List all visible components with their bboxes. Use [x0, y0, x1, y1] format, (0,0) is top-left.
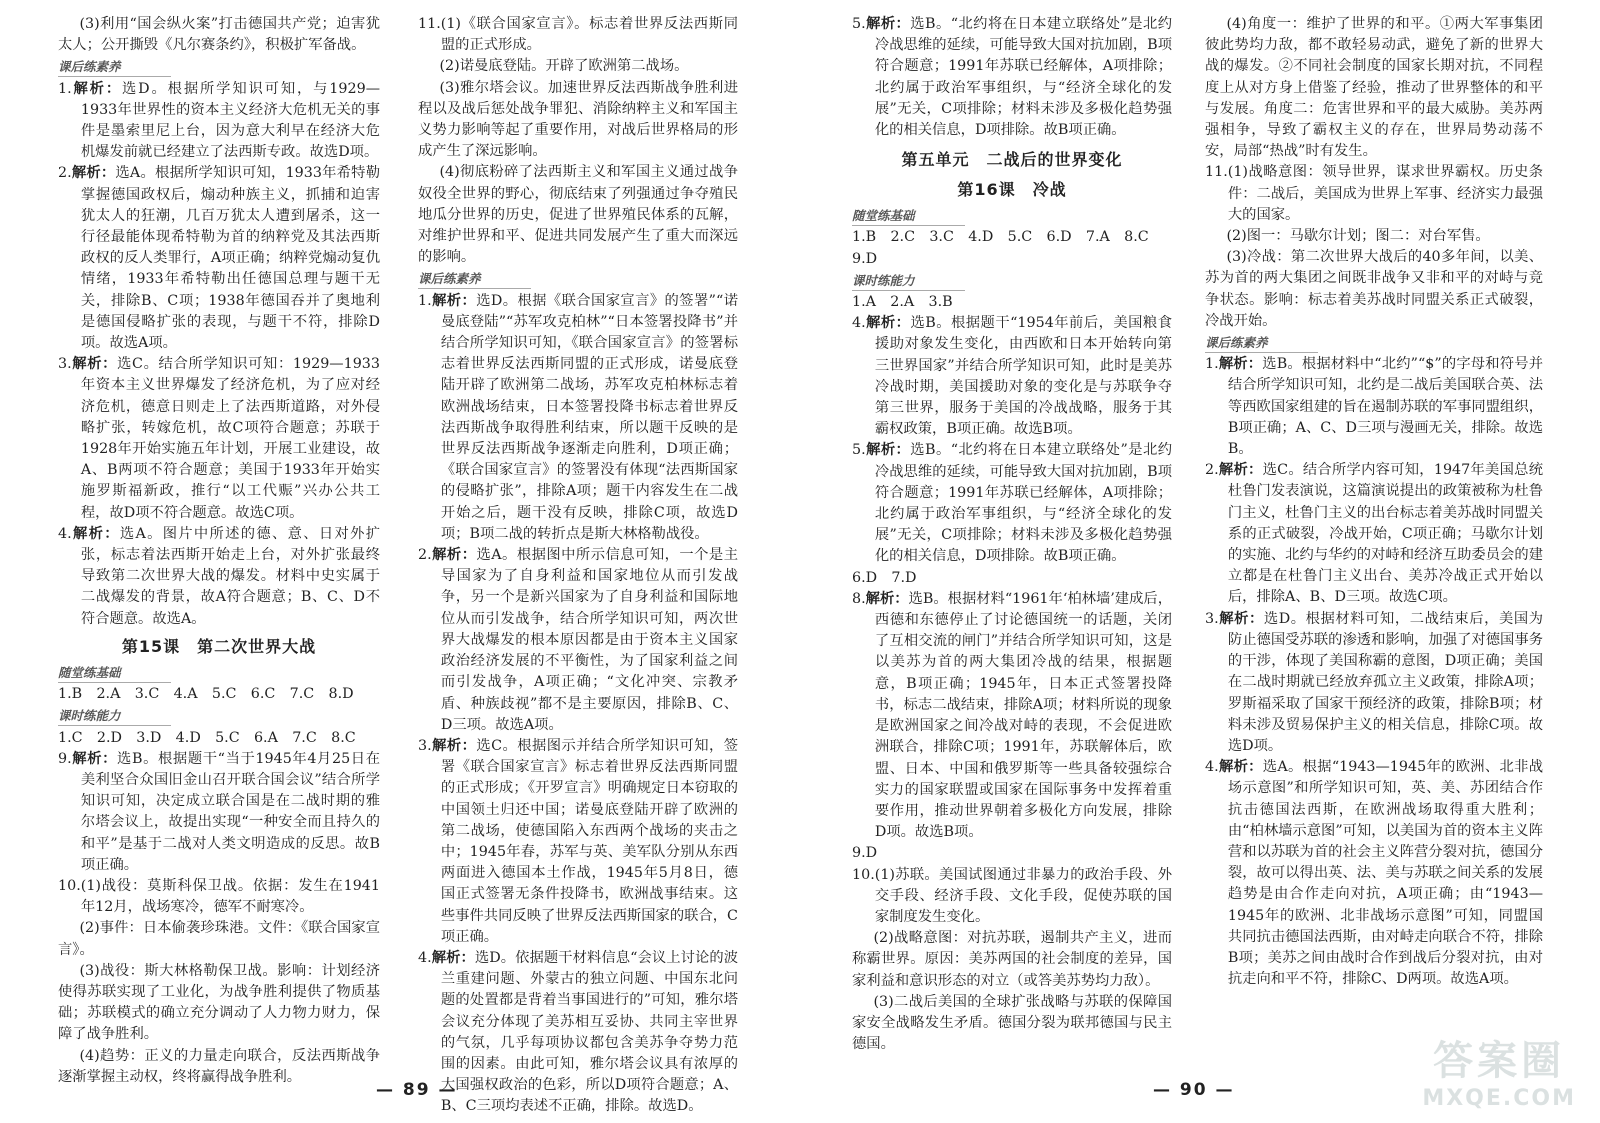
- column-2: [418, 14, 738, 1118]
- answer-item: 10.(1)战役：莫斯科保卫战。依据：发生在1941年12月，战场寒冷，德军不耐寒冷。: [58, 877, 380, 916]
- answer-item: 1.解析：选D。根据《联合国家宣言》的签署”“诺曼底登陆”“苏军攻克柏林”“日本签署投降书”并结合所学知识可知，《联合国家宣言》的签署标志着世界反法西斯同盟的正式形成，诺曼底登陆开辟了欧洲第二战场，苏军攻克柏林标志着欧洲战场结束，日本签署投降书标志着世界反法西斯战争取得胜利结束，所以题干反映的是世界反法西斯战争逐渐走向胜利，D项正确；《联合国家宣言》的签署没有体现“法西斯国家的侵略扩张”，排除A项；题干内容发生在二战开始之后，题干没有反映，排除C项，故选D项；B项二战的转折点是斯大林格勒战役。: [418, 292, 738, 542]
- section-header: 课后练素养: [1205, 333, 1318, 353]
- answer-subitem: (3)战役：斯大林格勒保卫战。影响：计划经济使得苏联实现了工业化，为战争胜利提供了物质基础；苏联模式的确立充分调动了人力物力财力，保障了战争胜利。: [58, 962, 380, 1043]
- answer-subitem: (4)趋势：正义的力量走向联合，反法西斯战争逐渐掌握主动权，终将赢得战争胜利。: [58, 1047, 380, 1085]
- answer-key-line: 1.B 2.A 3.C 4.A 5.C 6.C 7.C 8.D: [58, 686, 354, 703]
- answer-item: 8.解析：选B。根据材料“1961年‘柏林墙’建成后，西德和东德停止了讨论德国统一的话题，关闭了互相交流的闸门”并结合所学知识可知，这是以美苏为首的两大集团冷战的结果，根据题意，B项正确；1945年，日本正式签署投降书，标志二战结束，排除A项；材料所说的现象是欧洲国家之间冷战对峙的表现，不会促进欧洲联合，排除C项；1991年，苏联解体后，欧盟、日本、中国和俄罗斯等一些具备较强综合实力的国家联盟或国家在国际事务中发挥着重要作用，推动世界朝着多极化方向发展，排除D项。故选B项。: [852, 590, 1172, 841]
- answer-item: 3.解析：选C。结合所学知识可知：1929—1933年资本主义世界爆发了经济危机，为了应对经济危机，德意日则走上了法西斯道路，对外侵略扩张，转嫁危机，故C项符合题意；苏联于1928年开始实施五年计划，开展工业建设，故A、B两项不符合题意；美国于1933年开始实施罗斯福新政，推行“以工代赈”兴办公共工程，故D项不符合题意。故选C项。: [58, 356, 380, 521]
- section-header: 课后练素养: [58, 57, 171, 77]
- answer-subitem: (3)二战后美国的全球扩张战略与苏联的保障国家安全战略发生矛盾。德国分裂为联邦德国与民主德国。: [852, 993, 1172, 1053]
- lesson-title: 第15课 第二次世界大战: [121, 636, 317, 656]
- answer-item: 4.解析：选D。依据题干材料信息“会议上讨论的波兰重建问题、外蒙古的独立问题、中国东北问题的处置都是背着当事国进行的”可知，雅尔塔会议充分体现了美苏相互妥协、共同主宰世界的气氛，几乎每项协议都包含美苏争夺势力范围的因素。由此可知，雅尔塔会议具有浓厚的大国强权政治的色彩，所以D项符合题意；A、B、C三项均表述不正确，排除。故选D。: [418, 949, 738, 1115]
- watermark-logo: 答案圈: [1433, 1038, 1566, 1084]
- answer-item: 4.解析：选B。根据题干“1954年前后，美国粮食援助对象发生变化，由西欧和日本开始转向第三世界国家”并结合所学知识可知，此时是美苏冷战时期，美国援助对象的变化是与苏联争夺第三世界，服务于美国的冷战战略，服务于其霸权政策，B项正确。故选B项。: [852, 315, 1173, 438]
- answer-key-line: 1.A 2.A 3.B: [852, 294, 953, 311]
- answer-item: 4.解析：选A。根据“1943—1945年的欧洲、北非战场示意图”和所学知识可知，英、美、苏团结合作抗击德国法西斯，在欧洲战场取得重大胜利；由“柏林墙示意图”可知，以美国为首的资本主义阵营和以苏联为首的社会主义阵营分裂对抗，德国分裂，故可以得出英、法、美与苏联之间关系的发展趋势是由合作走向对抗，A项正确；由“1943—1945年的欧洲、北非战场示意图”可知，同盟国共同抗击德国法西斯，由对峙走向联合不符，排除B项；美苏之间由战时合作到战后分裂对抗，由对抗走向和平不符，排除C、D两项。故选A项。: [1205, 759, 1544, 988]
- answer-item: 1.解析：选B。根据材料中“北约”“$”的字母和符号并结合所学知识可知，北约是二战后美国联合英、法等西欧国家组建的旨在遏制苏联的军事同盟组织，B项正确；A、C、D三项与漫画无关，排除。故选B。: [1205, 356, 1543, 458]
- answer-key-line: 6.D 7.D: [852, 569, 917, 586]
- section-header: 课时练能力: [58, 706, 171, 726]
- answer-item: 5.解析：选B。“北约将在日本建立联络处”是北约冷战思维的延续，可能导致大国对抗加剧，B项符合题意；1991年苏联已经解体，A项排除；北约属于政治军事组织，与“经济全球化的发展”无关，C项排除；材料未涉及多极化趋势强化的相关信息，D项排除。故B项正确。: [852, 16, 1173, 139]
- answer-key-line: 9.D: [852, 845, 878, 862]
- watermark-url: MXQE.COM: [1422, 1086, 1576, 1111]
- answer-subitem: (3)冷战：第二次世界大战后的40多年间，以美、苏为首的两大集团之间既非战争又非和平的对峙与竞争状态。影响：标志着美苏战时同盟关系正式破裂，冷战开始。: [1205, 249, 1543, 329]
- answer-item: 2.解析：选C。结合所学内容可知，1947年美国总统杜鲁门发表演说，这篇演说提出的政策被称为杜鲁门主义，杜鲁门主义的出台标志着美苏战时同盟关系的正式破裂，冷战开始，C项正确；马歇尔计划的实施、北约与华约的对峙和经济互助委员会的建立都是在杜鲁门主义出台、美苏冷战正式开始以后，排除A、B、D三项。故选C项。: [1205, 462, 1544, 606]
- section-header: 课后练素养: [418, 269, 531, 289]
- answer-item: 4.解析：选A。图片中所述的德、意、日对外扩张，标志着法西斯开始走上台，对外扩张最终导致第二次世界大战的爆发。材料中史实属于二战爆发的背景，故A符合题意；B、C、D不符合题意。故选A。: [58, 525, 381, 627]
- answer-key-line: 1.C 2.D 3.D 4.D 5.C 6.A 7.C 8.C: [58, 729, 356, 746]
- answer-item: 9.解析：选B。根据题干“当于1945年4月25日在美利坚合众国旧金山召开联合国会议”结合所学知识可知，决定成立联合国是在二战时期的雅尔塔会议上，故提出实现“一种安全而且持久的和平”是基于二战对人类文明造成的反思。故B项正确。: [58, 750, 380, 873]
- lesson-title: 第16课 冷战: [957, 180, 1067, 200]
- answer-item: 3.解析：选C。根据图示并结合所学知识可知，签署《联合国家宣言》标志着世界反法西斯同盟的正式形成；《开罗宣言》明确规定日本窃取的中国领土归还中国；诺曼底登陆开辟了欧洲的第二战场，使德国陷入东西两个战场的夹击之中；1945年春，苏军与英、美军队分别从东西两面进入德国本土作战，1945年5月8日，德国正式签署无条件投降书，欧洲战事结束。这些事件共同反映了世界反法西斯国家的联合，C项正确。: [418, 737, 739, 945]
- answer-item: 11.(1)战略意图：领导世界，谋求世界霸权。历史条件：二战后，美国成为世界上军事、经济实力最强大的国家。: [1205, 164, 1543, 223]
- section-header: 随堂练基础: [58, 663, 171, 683]
- section-header: 课时练能力: [852, 271, 965, 291]
- answer-subitem: (2)战略意图：对抗苏联，遏制共产主义，进而称霸世界。原因：美苏两国的社会制度的差异，国家利益和意识形态的对立（或答美苏势均力敌）。: [852, 930, 1172, 989]
- answer-item: 2.解析：选A。根据图中所示信息可知，一个是主导国家为了自身利益和国家地位从而引发战争，另一个是新兴国家为了自身利益和国际地位从而引发战争，结合所学知识可知，两次世界大战爆发的根本原因都是由于资本主义国家政治经济发展的不平衡性，为了国家利益之间而引发战争，A项正确；“文化冲突、宗教矛盾、种族歧视”都不是主要原因，排除B、C、D三项。故选A项。: [418, 547, 738, 733]
- answer-item: 5.解析：选B。“北约将在日本建立联络处”是北约冷战思维的延续，可能导致大国对抗加剧，B项符合题意；1991年苏联已经解体，A项排除；北约属于政治军事组织，与“经济全球化的发展”无关，C项排除；材料未涉及多极化趋势强化的相关信息，D项排除。故B项正确。: [852, 442, 1173, 565]
- answer-item: 1.解析：选D。根据所学知识可知，与1929—1933年世界性的资本主义经济大危机无关的事件是墨索里尼上台，因为意大利早在经济大危机爆发前就已经建立了法西斯专政。故选D项。: [58, 80, 380, 161]
- answer-item: 10.(1)苏联。美国试图通过非暴力的政治手段、外交手段、经济手段、文化手段，促使苏联的国家制度发生变化。: [852, 866, 1172, 925]
- column-4: [1205, 14, 1543, 990]
- answer-subitem: (2)图一：马歇尔计划；图二：对台军售。: [1226, 228, 1490, 245]
- answer-subitem: (2)诺曼底登陆。开辟了欧洲第二战场。: [439, 58, 689, 75]
- section-header: 随堂练基础: [852, 206, 965, 226]
- page-number-left: — 89 —: [376, 1080, 458, 1100]
- column-1: [58, 14, 380, 1088]
- watermark: [1422, 1029, 1576, 1111]
- page-number-right: — 90 —: [1153, 1080, 1235, 1100]
- answer-subitem: (3)雅尔塔会议。加速世界反法西斯战争胜利进程以及战后惩处战争罪犯、消除纳粹主义和军国主义势力影响等起了重要作用，对战后世界格局的形成产生了深远影响。: [418, 79, 738, 160]
- unit-title: 第五单元 二战后的世界变化: [901, 150, 1123, 170]
- answer-item: 3.解析：选D。根据材料可知，二战结束后，美国为防止德国受苏联的渗透和影响，加强了对德国事务的干涉，体现了美国称霸的意图，D项正确；美国在二战时期就已经放弃孤立主义政策，排除A项；罗斯福采取了国家干预经济的政策，排除B项；材料未涉及贸易保护主义的相关信息，排除C项。故选D项。: [1205, 610, 1544, 754]
- answer-subitem: (4)彻底粉碎了法西斯主义和军国主义通过战争奴役全世界的野心，彻底结束了列强通过争夺殖民地瓜分世界的历史，促进了世界殖民体系的瓦解，对维护世界和平、促进共同发展产生了重大而深远的影响。: [418, 164, 738, 266]
- answer-item: 2.解析：选A。根据所学知识可知，1933年希特勒掌握德国政权后，煽动种族主义，抓捕和迫害犹太人的狂潮，几百万犹太人遭到屠杀，这一行径最能体现希特勒为首的纳粹党及其法西斯政权的反人类罪行，A项正确；纳粹党煽动复仇情绪，1933年希特勒出任德国总理与题干无关，排除B、C项；1938年德国吞并了奥地利是德国侵略扩张的表现，与题干不符，排除D项。故选A项。: [58, 165, 380, 352]
- answer-subitem: (4)角度一：维护了世界的和平。①两大军事集团彼此势均力敌，都不敢轻易动武，避免了新的世界大战的爆发。②不同社会制度的国家长期对抗，不同程度上从对方身上借鉴了经验，推动了世界整体的和平与发展。角度二：危害世界和平的最大威胁。美苏两强相争，导致了霸权主义的存在，世界局势动荡不安，局部“热战”时有发生。: [1205, 16, 1543, 160]
- answer-item: 11.(1)《联合国家宣言》。标志着世界反法西斯同盟的正式形成。: [418, 16, 738, 54]
- answer-key-line: 9.D: [852, 250, 878, 267]
- answer-subitem: (2)事件：日本偷袭珍珠港。文件：《联合国家宣言》。: [58, 920, 380, 958]
- paragraph: (3)利用“国会纵火案”打击德国共产党；迫害犹太人；公开撕毁《凡尔赛条约》，积极扩军备战。: [58, 16, 380, 54]
- column-3: [852, 14, 1172, 1055]
- answer-key-line: 1.B 2.C 3.C 4.D 5.C 6.D 7.A 8.C: [852, 229, 1149, 246]
